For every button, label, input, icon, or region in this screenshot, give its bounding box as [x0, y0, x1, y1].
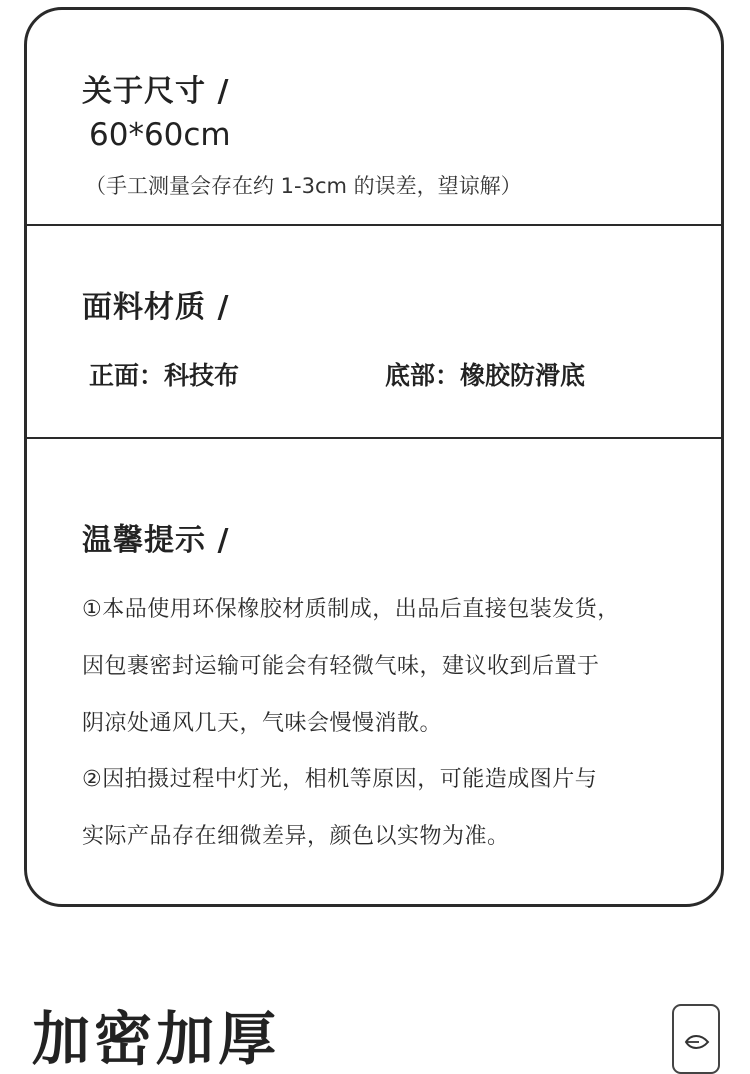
tip-line: ②因拍摄过程中灯光，相机等原因，可能造成图片与 — [82, 767, 598, 792]
section-divider — [27, 224, 721, 226]
size-note: （手工测量会存在约 1-3cm 的误差，望谅解） — [85, 174, 522, 198]
size-heading: 关于尺寸 / — [82, 74, 230, 109]
tips-heading: 温馨提示 / — [82, 523, 230, 558]
material-heading: 面料材质 / — [82, 290, 230, 325]
material-front: 正面：科技布 — [89, 361, 240, 390]
material-bottom: 底部：橡胶防滑底 — [385, 361, 586, 390]
next-section-title: 加密加厚 — [32, 1005, 281, 1073]
size-value: 60*60cm — [89, 117, 231, 153]
tip-line: ①本品使用环保橡胶材质制成，出品后直接包装发货， — [82, 597, 620, 622]
info-card — [24, 7, 724, 907]
tip-line: 阴凉处通风几天，气味会慢慢消散。 — [82, 711, 443, 736]
section-divider — [27, 437, 721, 439]
tip-line: 因包裹密封运输可能会有轻微气味，建议收到后置于 — [82, 654, 600, 679]
leaf-icon — [683, 1032, 711, 1052]
tip-line: 实际产品存在细微差异，颜色以实物为准。 — [82, 824, 510, 849]
